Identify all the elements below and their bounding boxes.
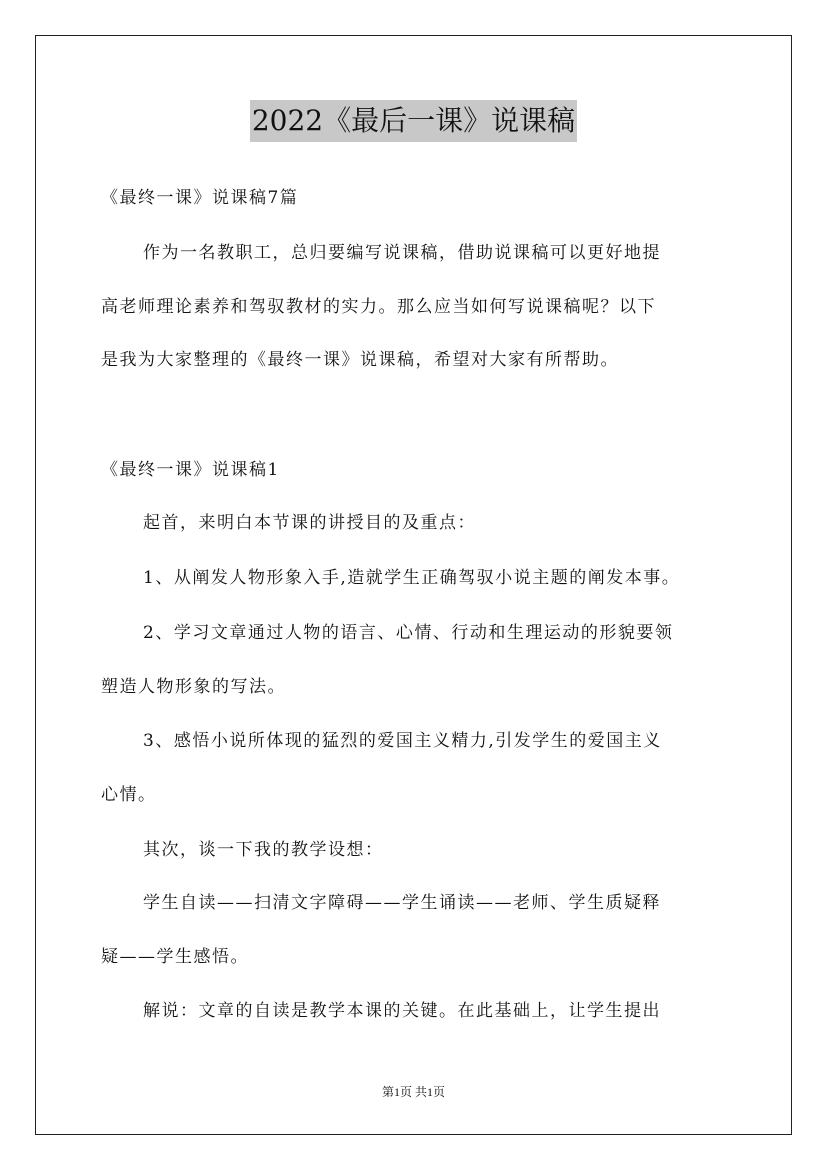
body-line-3: 2、学习文章通过人物的语言、心情、行动和生理运动的形貌要领 [143,623,674,643]
document-title: 2022《最后一课》说课稿 [250,100,577,142]
body-line-2: 1、从阐发人物形象入手,造就学生正确驾驭小说主题的阐发本事。 [143,568,681,588]
intro-line-1: 作为一名教职工，总归要编写说课稿，借助说课稿可以更好地提 [143,243,661,263]
body-line-6: 心情。 [101,785,157,805]
body-line-10: 解说：文章的自读是教学本课的关键。在此基础上，让学生提出 [143,1001,661,1021]
body-line-1: 起首，来明白本节课的讲授目的及重点： [143,513,476,533]
document-subtitle: 《最终一课》说课稿7篇 [101,188,299,208]
body-line-5: 3、感悟小说所体现的猛烈的爱国主义精力,引发学生的爱国主义 [143,731,662,751]
body-line-8: 学生自读——扫清文字障碍——学生诵读——老师、学生质疑释 [143,893,661,913]
title-container [0,100,827,142]
body-line-4: 塑造人物形象的写法。 [101,677,286,697]
section-heading: 《最终一课》说课稿1 [101,460,280,480]
body-line-9: 疑——学生感悟。 [101,947,249,967]
intro-line-2: 高老师理论素养和驾驭教材的实力。那么应当如何写说课稿呢？以下 [101,297,656,317]
body-line-7: 其次，谈一下我的教学设想： [143,840,384,860]
page-footer: 第1页 共1页 [381,1085,445,1099]
intro-line-3: 是我为大家整理的《最终一课》说课稿，希望对大家有所帮助。 [101,350,619,370]
